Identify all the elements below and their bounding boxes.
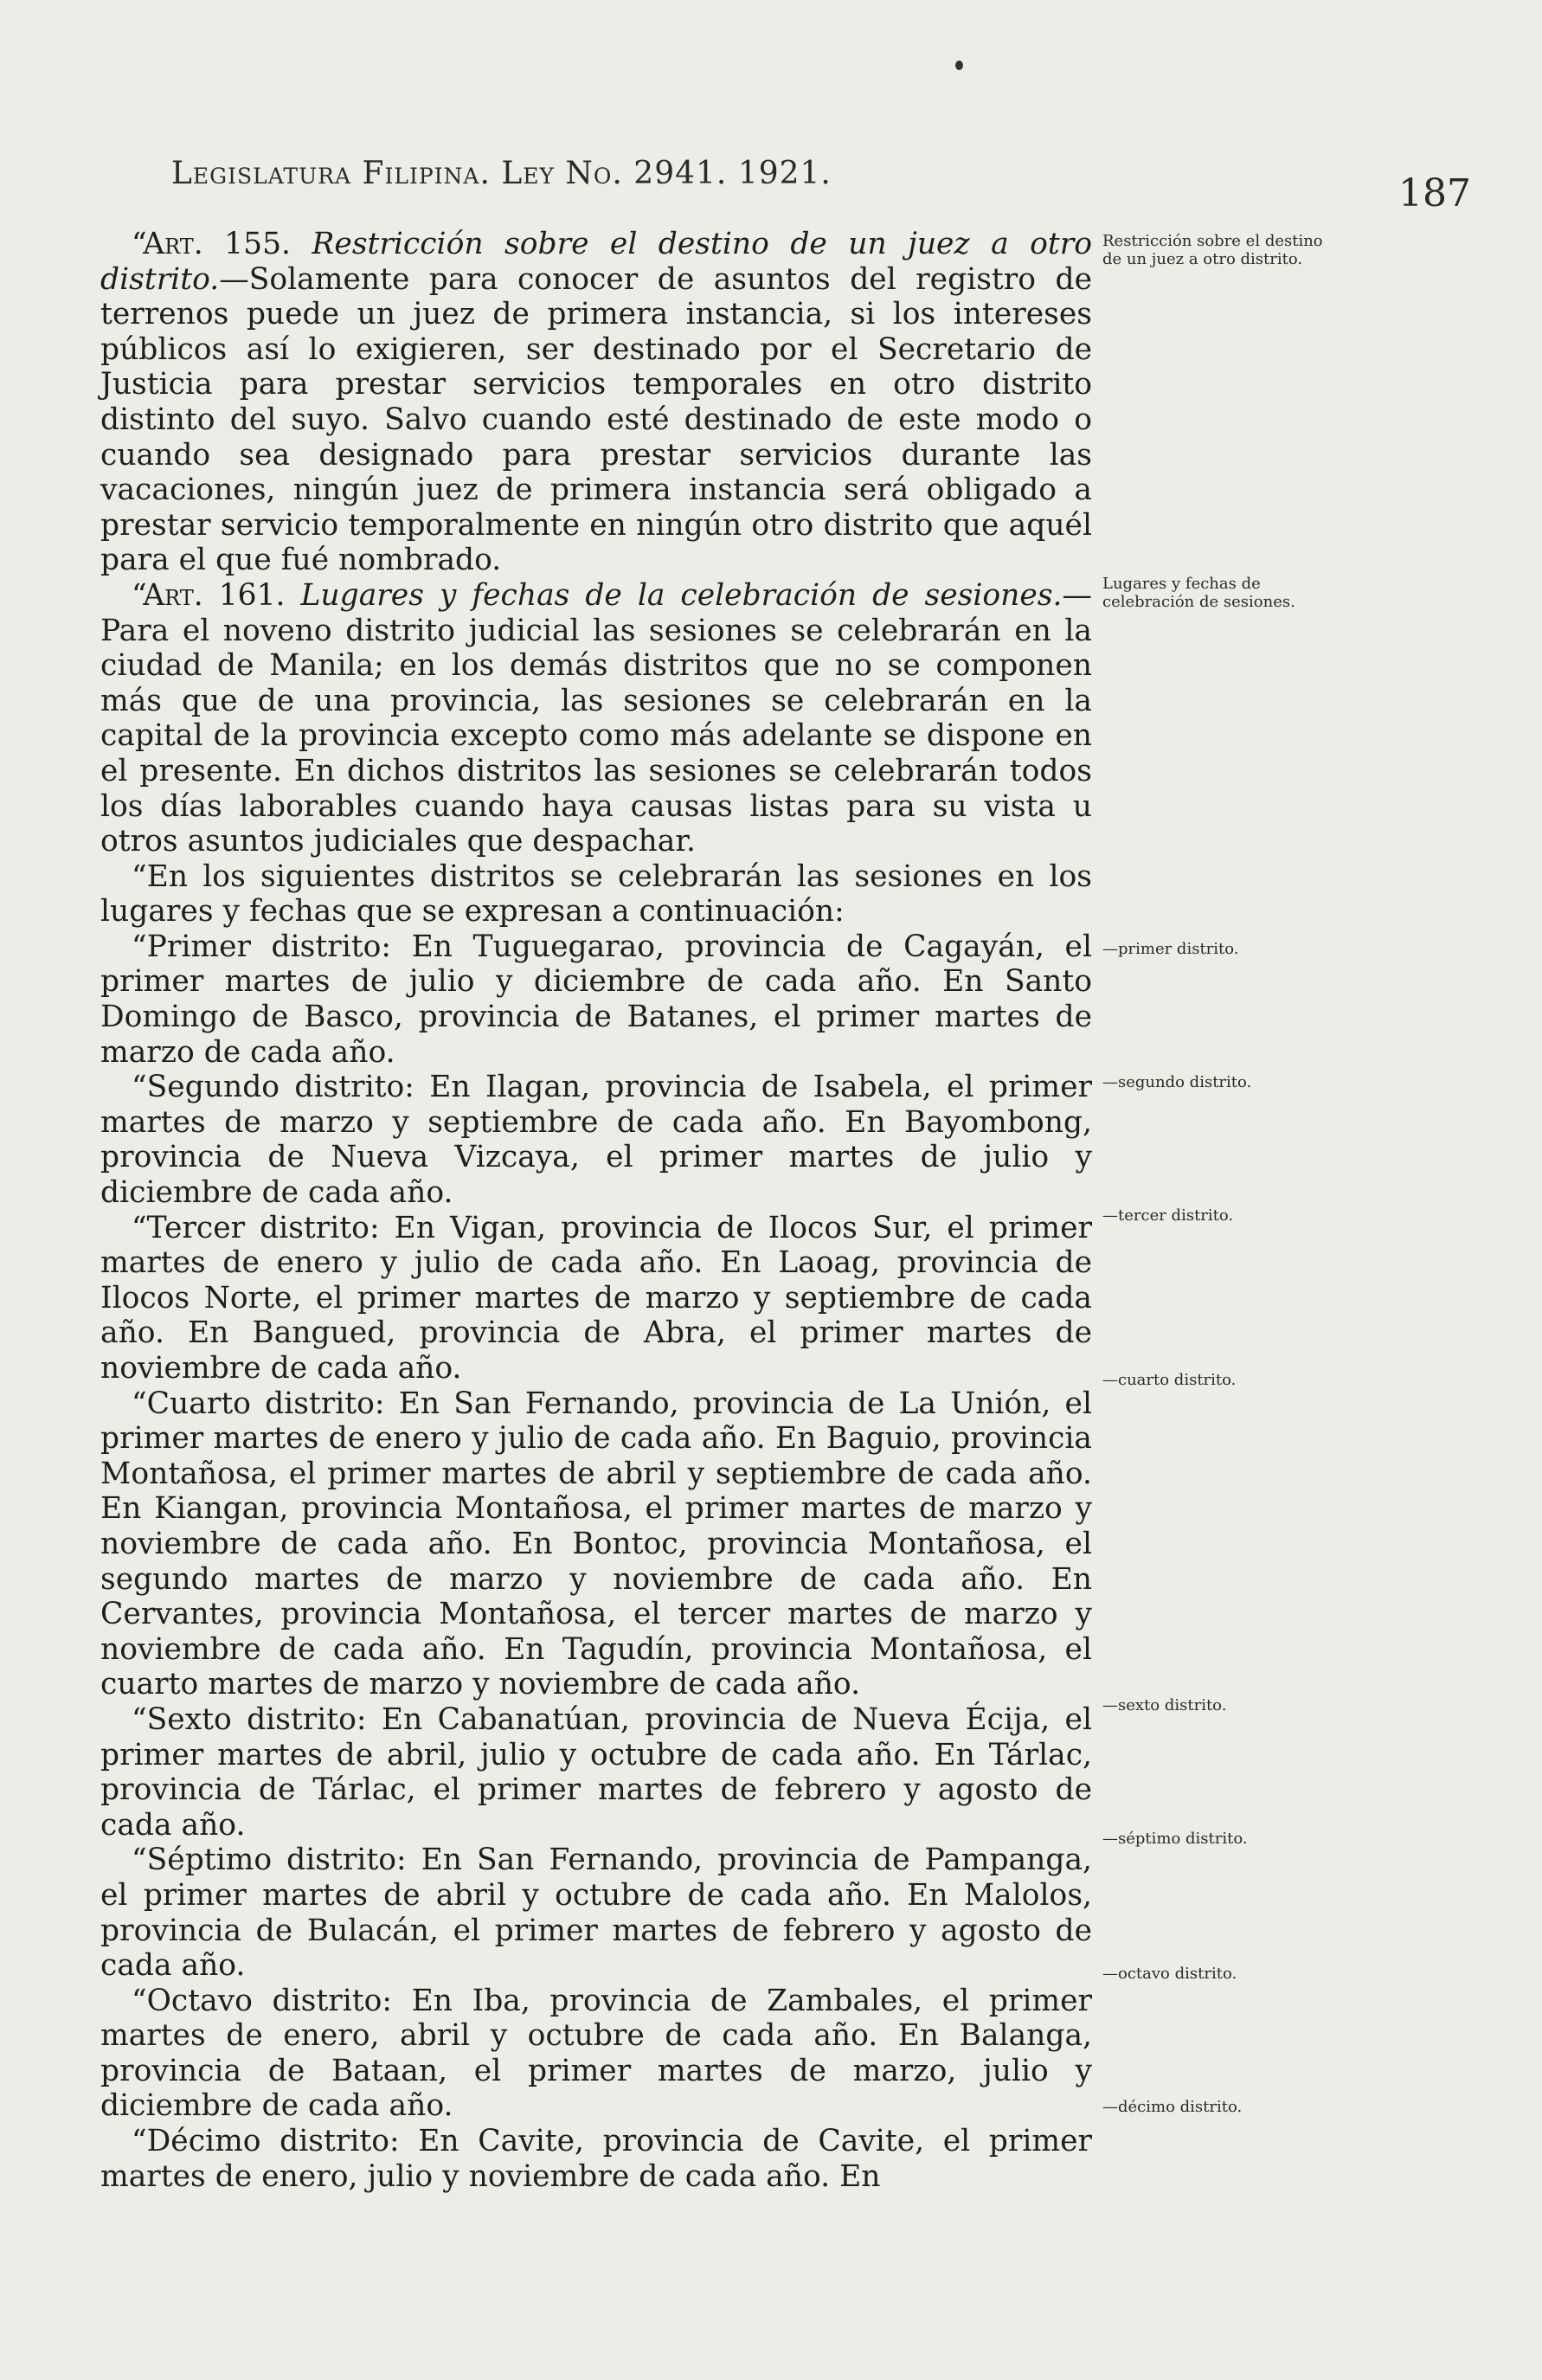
body-text: [100, 227, 1092, 2194]
margin-note-lugares: Lugares y fechas de celebración de sesiones.: [1102, 575, 1295, 611]
article-155-title: Restricción sobre el destino de un juez a otro distrito.: [100, 227, 1092, 297]
article-161: [100, 578, 1092, 859]
margin-note-segundo: —segundo distrito.: [1102, 1073, 1252, 1091]
article-155-label: “Art. 155.: [132, 227, 291, 261]
margin-note-decimo: —décimo distrito.: [1102, 2098, 1243, 2116]
paragraph-cuarto-distrito: “Cuarto distrito: En San Fernando, provincia de La Unión, el primer martes de enero y julio de cada año. En Baguio, provincia Montañosa, el primer martes de abril y septiembre de cada año. En Kiangan, provincia Montañosa, el primer martes de marzo y noviembre de cada año. En Bontoc, provincia Montañosa, el segundo martes de marzo y noviembre de cada año. En Cervantes, provincia Montañosa, el tercer martes de marzo y noviembre de cada año. En Tagudín, provincia Montañosa, el cuarto martes de marzo y noviembre de cada año.: [100, 1386, 1092, 1702]
margin-note-cuarto: —cuarto distrito.: [1102, 1371, 1237, 1389]
paragraph-intro: “En los siguientes distritos se celebrarán las sesiones en los lugares y fechas que se expresan a continuación:: [100, 859, 1092, 929]
margin-note-primer: —primer distrito.: [1102, 940, 1239, 958]
article-161-label: “Art. 161.: [132, 577, 286, 613]
page-number: 187: [1398, 171, 1471, 215]
paragraph-primer-distrito: “Primer distrito: En Tuguegarao, provincia de Cagayán, el primer martes de julio y diciembre de cada año. En Santo Domingo de Basco, provincia de Batanes, el primer martes de marzo de cada año.: [100, 929, 1092, 1070]
article-155: [100, 227, 1092, 578]
paragraph-septimo-distrito: “Séptimo distrito: En San Fernando, provincia de Pampanga, el primer martes de abril y octubre de cada año. En Malolos, provincia de Bulacán, el primer martes de febrero y agosto de cada año.: [100, 1843, 1092, 1984]
paragraph-octavo-distrito: “Octavo distrito: En Iba, provincia de Zambales, el primer martes de enero, abril y octubre de cada año. En Balanga, provincia de Bataan, el primer martes de marzo, julio y diciembre de cada año.: [100, 1983, 1092, 2124]
ink-speck: [955, 61, 963, 70]
article-161-title: Lugares y fechas de la celebración de sesiones.: [300, 577, 1063, 613]
paragraph-sexto-distrito: “Sexto distrito: En Cabanatúan, provincia de Nueva Écija, el primer martes de abril, julio y octubre de cada año. En Tárlac, provincia de Tárlac, el primer martes de febrero y agosto de cada año.: [100, 1701, 1092, 1843]
article-161-text: —Para el noveno distrito judicial las sesiones se celebrarán en la ciudad de Manila; en los demás distritos que no se componen más que de una provincia, las sesiones se celebrarán en la capital de la provincia excepto como más adelante se dispone en el presente. En dichos distritos las sesiones se celebrarán todos los días laborables cuando haya causas listas para su vista u otros asuntos judiciales que despachar.: [100, 577, 1092, 859]
margin-note-tercer: —tercer distrito.: [1102, 1206, 1234, 1225]
article-155-text: —Solamente para conocer de asuntos del registro de terrenos puede un juez de primera instancia, si los intereses públicos así lo exigieren, ser destinado por el Secretario de Justicia para prestar servicios temporales en otro distrito distinto del suyo. Salvo cuando esté destinado de este modo o cuando sea designado para prestar servicios durante las vacaciones, ningún juez de primera instancia será obligado a prestar servicio temporalmente en ningún otro distrito que aquél para el que fué nombrado.: [100, 261, 1092, 578]
margin-note-octavo: —octavo distrito.: [1102, 1965, 1237, 1983]
margin-note-sexto: —sexto distrito.: [1102, 1696, 1227, 1714]
paragraph-decimo-distrito: “Décimo distrito: En Cavite, provincia de Cavite, el primer martes de enero, julio y noviembre de cada año. En: [100, 2124, 1092, 2194]
margin-note-septimo: —séptimo distrito.: [1102, 1830, 1248, 1848]
running-head: Legislatura Filipina. Ley No. 2941. 1921.: [171, 156, 832, 191]
paragraph-segundo-distrito: “Segundo distrito: En Ilagan, provincia de Isabela, el primer martes de marzo y septiembre de cada año. En Bayombong, provincia de Nueva Vizcaya, el primer martes de julio y diciembre de cada año.: [100, 1070, 1092, 1211]
margin-note-restriccion: Restricción sobre el destino de un juez a otro distrito.: [1102, 232, 1323, 268]
paragraph-tercer-distrito: “Tercer distrito: En Vigan, provincia de Ilocos Sur, el primer martes de enero y julio de cada año. En Laoag, provincia de Ilocos Norte, el primer martes de marzo y septiembre de cada año. En Bangued, provincia de Abra, el primer martes de noviembre de cada año.: [100, 1210, 1092, 1386]
